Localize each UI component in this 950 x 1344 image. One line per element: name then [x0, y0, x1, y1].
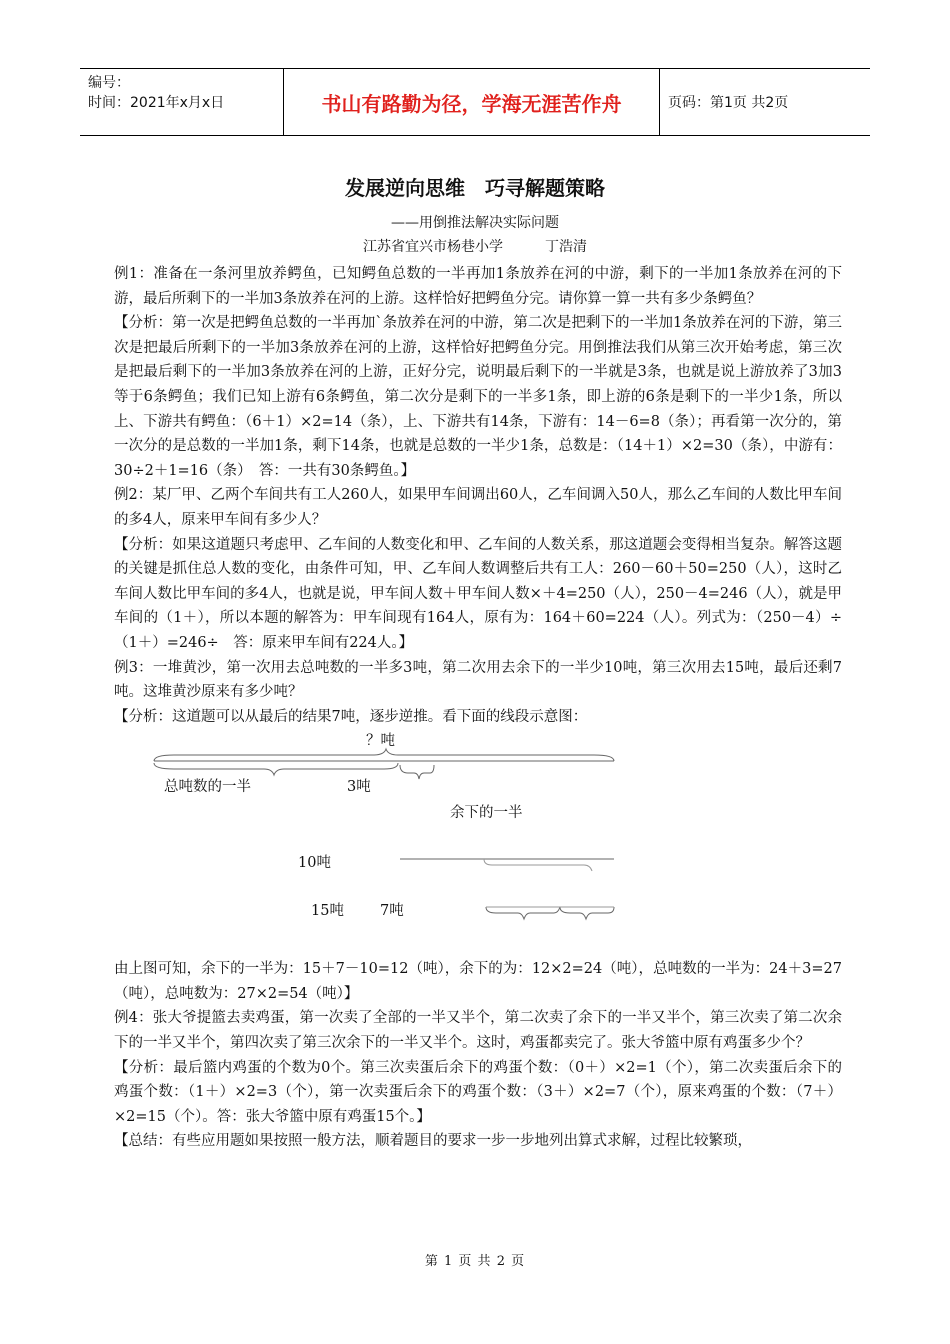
article-body	[114, 262, 842, 1154]
diagram-lines	[114, 729, 842, 957]
paragraph: 【分析：最后篮内鸡蛋的个数为0个。第三次卖蛋后余下的鸡蛋个数：（0＋）×2=1（个），第二次卖蛋后余下的鸡蛋个数：（1＋）×2=3（个），第一次卖蛋后余下的鸡蛋个数：（3＋）×2=7（个），原来鸡蛋的个数：（7＋）×2=15（个）。答：张大爷篮中原有鸡蛋15个。】	[114, 1059, 842, 1125]
half-brace	[154, 763, 398, 775]
label-15: 15吨	[311, 903, 344, 920]
subtitle: ——用倒推法解决实际问题	[391, 215, 559, 231]
page-header	[80, 68, 870, 136]
header-motto-cell	[283, 69, 660, 135]
author-line: 江苏省宜兴市杨巷小学 丁浩清	[363, 239, 587, 255]
paragraph: 例3：一堆黄沙，第一次用去总吨数的一半多3吨，第二次用去余下的一半少10吨，第三次用去15吨，最后还剩7吨。这堆黄沙原来有多少吨？	[114, 659, 842, 701]
paragraph: 【总结：有些应用题如果按照一般方法，顺着题目的要求一步一步地列出算式求解，过程比较繁琐，	[114, 1133, 752, 1150]
label-total: ？吨	[366, 733, 395, 750]
paragraph: 例2：某厂甲、乙两个车间共有工人260人，如果甲车间调出60人，乙车间调入50人，那么乙车间的人数比甲车间的多4人，原来甲车间有多少人？	[114, 487, 842, 528]
page-title: 发展逆向思维 巧寻解题策略	[345, 176, 605, 200]
paragraph: 【分析：这道题可以从最后的结果7吨，逐步逆推。看下面的线段示意图：	[114, 708, 588, 725]
fifteen-ton-brace	[486, 907, 560, 919]
paragraph: 【分析：第一次是把鳄鱼总数的一半再加`条放养在河的中游，第二次是把剩下的一半加1条放养在河的下游，第三次是把最后所剩下的一半加3条放养在河的上游，这样恰好把鳄鱼分完。用倒推法我们从第三次开始考虑，第三次是把最后剩下的一半加3条放养在河的上游，正好分完，说明最后剩下的一半就是3条，也就是说上游放养了3加3等于6条鳄鱼；我们已知上游有6条鳄鱼，第二次分是剩下的一半多1条，即上游的6条是剩下的一半少1条，所以上、下游共有鳄鱼：（6＋1）×2=14（条），上、下游共有14条，下游有：14－6=8（条）；再看第一次分的，第一次分的是总数的一半加1条，剩下14条，也就是总数的一半少1条，总数是：（14＋1）×2=30（条），中游有：30÷2＋1=16（条） 答：一共有30条鳄鱼。】	[114, 315, 842, 479]
line-segment-diagram	[114, 729, 842, 957]
three-ton-brace	[400, 765, 434, 779]
label-7: 7吨	[380, 903, 404, 920]
page-label: 页码：第1页 共2页	[668, 95, 789, 111]
paragraph: 【分析：如果这道题只考虑甲、乙车间的人数变化和甲、乙车间的人数关系，那这道题会变得相当复杂。解答这题的关键是抓住总人数的变化，由条件可知，甲、乙车间人数调整后共有工人：260－60＋50=250（人），这时乙车间人数比甲车间的多4人，也就是说，甲车间人数＋甲车间人数×＋4=250（人），250－4=246（人），就是甲车间的（1＋），所以本题的解答为：甲车间现有164人，原有为：164＋60=224（人）。列式为：（250－4）÷（1＋）=246÷ 答：原来甲车间有224人。】	[114, 536, 842, 651]
paragraph: 由上图可知，余下的一半为：15＋7－10=12（吨），余下的为：12×2=24（吨），总吨数的一半为：24＋3=27（吨），总吨数为：27×2=54（吨）】	[114, 961, 842, 1002]
number-label: 编号：	[88, 75, 130, 91]
label-10: 10吨	[298, 855, 331, 872]
label-half-total: 总吨数的一半	[164, 779, 251, 796]
time-label: 时间：2021年x月x日	[88, 95, 225, 111]
label-remaining-half: 余下的一半	[450, 805, 523, 822]
seven-ton-brace	[560, 907, 614, 919]
header-meta	[80, 69, 283, 135]
motto-text: 书山有路勤为径，学海无涯苦作舟	[321, 91, 622, 116]
paragraph: 例1：准备在一条河里放养鳄鱼，已知鳄鱼总数的一半再加1条放养在河的中游，剩下的一半加1条放养在河的下游，最后所剩下的一半加3条放养在河的上游。这样恰好把鳄鱼分完。请你算一算一共有多少条鳄鱼？	[114, 266, 842, 307]
remaining-half-brace	[484, 859, 592, 871]
page-footer: 第 1 页 共 2 页	[424, 1254, 526, 1269]
label-3: 3吨	[347, 779, 371, 796]
paragraph: 例4：张大爷提篮去卖鸡蛋，第一次卖了全部的一半又半个，第二次卖了余下的一半又半个，第三次卖了第二次余下的一半又半个，第四次卖了第三次余下的一半又半个。这时，鸡蛋都卖完了。张大爷篮中原有鸡蛋多少个？	[114, 1010, 842, 1052]
